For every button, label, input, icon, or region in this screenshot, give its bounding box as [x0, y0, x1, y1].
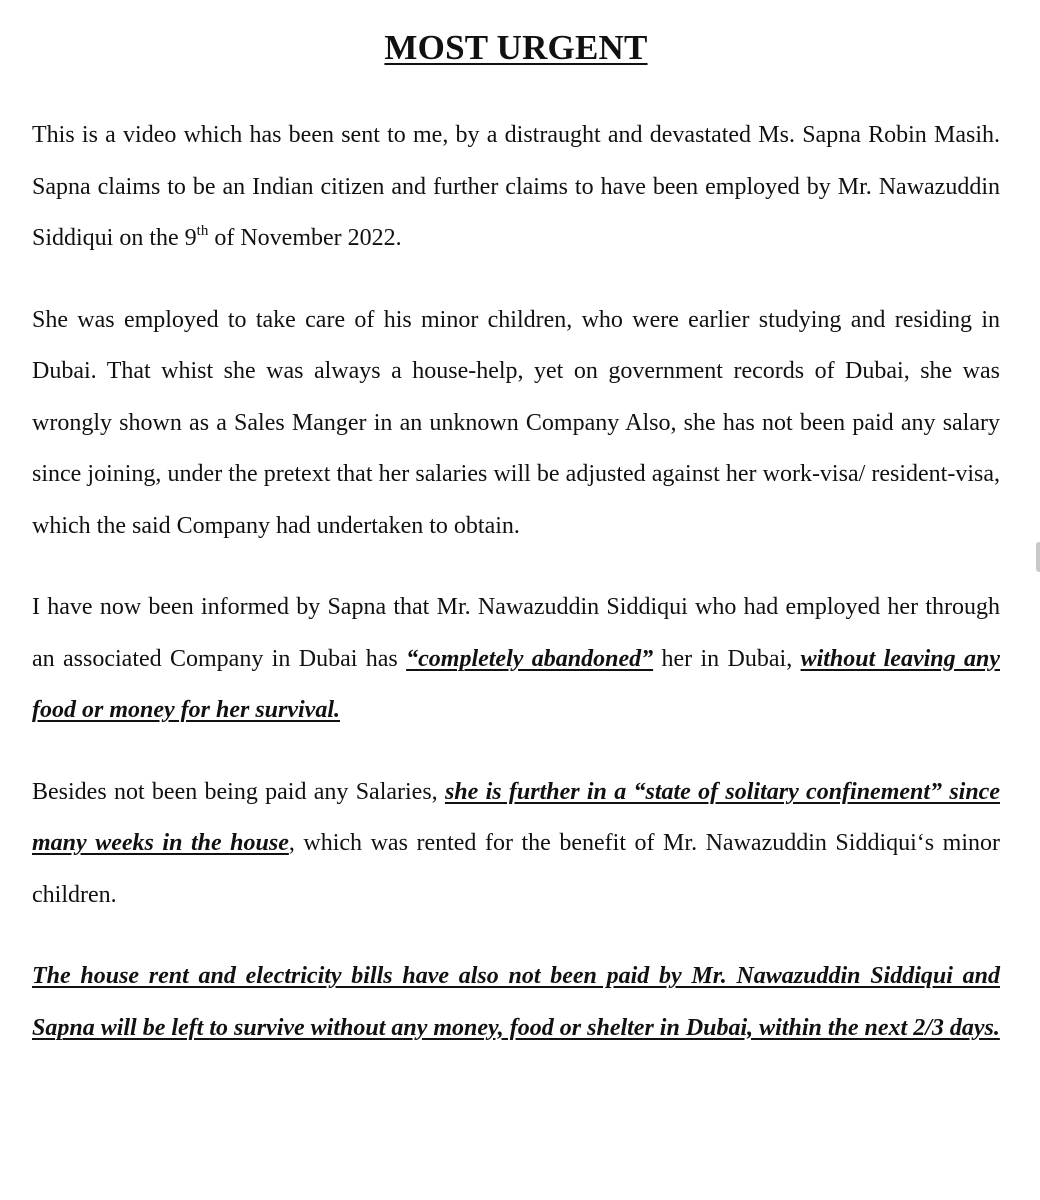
paragraph-1 — [32, 110, 1000, 265]
paragraph-3-emphasis-b: without leaving any food or money for her survival. — [32, 645, 1000, 723]
paragraph-1-text-a: This is a video which has been sent to me, by a distraught and devastated Ms. Sapna Robin Masih. Sapna claims to be an Indian citizen and further claims to have been employed by Mr. Nawazuddin Siddiqui on the 9 — [32, 122, 1000, 251]
paragraph-5 — [32, 951, 1000, 1054]
paragraph-3 — [32, 582, 1000, 737]
document-title — [32, 28, 1000, 68]
paragraph-4-emphasis: she is further in a “state of solitary confinement” since many weeks in the house — [32, 778, 1000, 856]
paragraph-4-text-b: , which was rented for the benefit of Mr. Nawazuddin Siddiqui‘s minor children. — [32, 830, 1000, 908]
paragraph-1-text-b: of November 2022. — [208, 225, 402, 251]
paragraph-4-text-a: Besides not been being paid any Salaries, — [32, 778, 445, 805]
paragraph-4 — [32, 767, 1000, 922]
ordinal-suffix: th — [196, 223, 209, 239]
paragraph-3-text-b: her in Dubai, — [653, 645, 801, 672]
paragraph-3-emphasis-a: “completely abandoned” — [406, 645, 654, 672]
scrollbar-handle[interactable] — [1036, 542, 1040, 572]
paragraph-2 — [32, 295, 1000, 553]
document-title-text: MOST URGENT — [384, 28, 648, 67]
paragraph-3-text-a: I have now been informed by Sapna that Mr. Nawazuddin Siddiqui who had employed her through an associated Company in Dubai has — [32, 594, 1000, 672]
paragraph-2-text: She was employed to take care of his minor children, who were earlier studying and residing in Dubai. That whist she was always a house-help, yet on government records of Dubai, she was wrongly shown as a Sales Manger in an unknown Company Also, she has not been paid any salary since joining, under the pretext that her salaries will be adjusted against her work-visa/ resident-visa, which the said Company had undertaken to obtain. — [32, 306, 1000, 539]
paragraph-5-emphasis: The house rent and electricity bills have also not been paid by Mr. Nawazuddin Siddiqui and Sapna will be left to survive without any money, food or shelter in Dubai, within the next 2/3 days. — [32, 963, 1000, 1041]
